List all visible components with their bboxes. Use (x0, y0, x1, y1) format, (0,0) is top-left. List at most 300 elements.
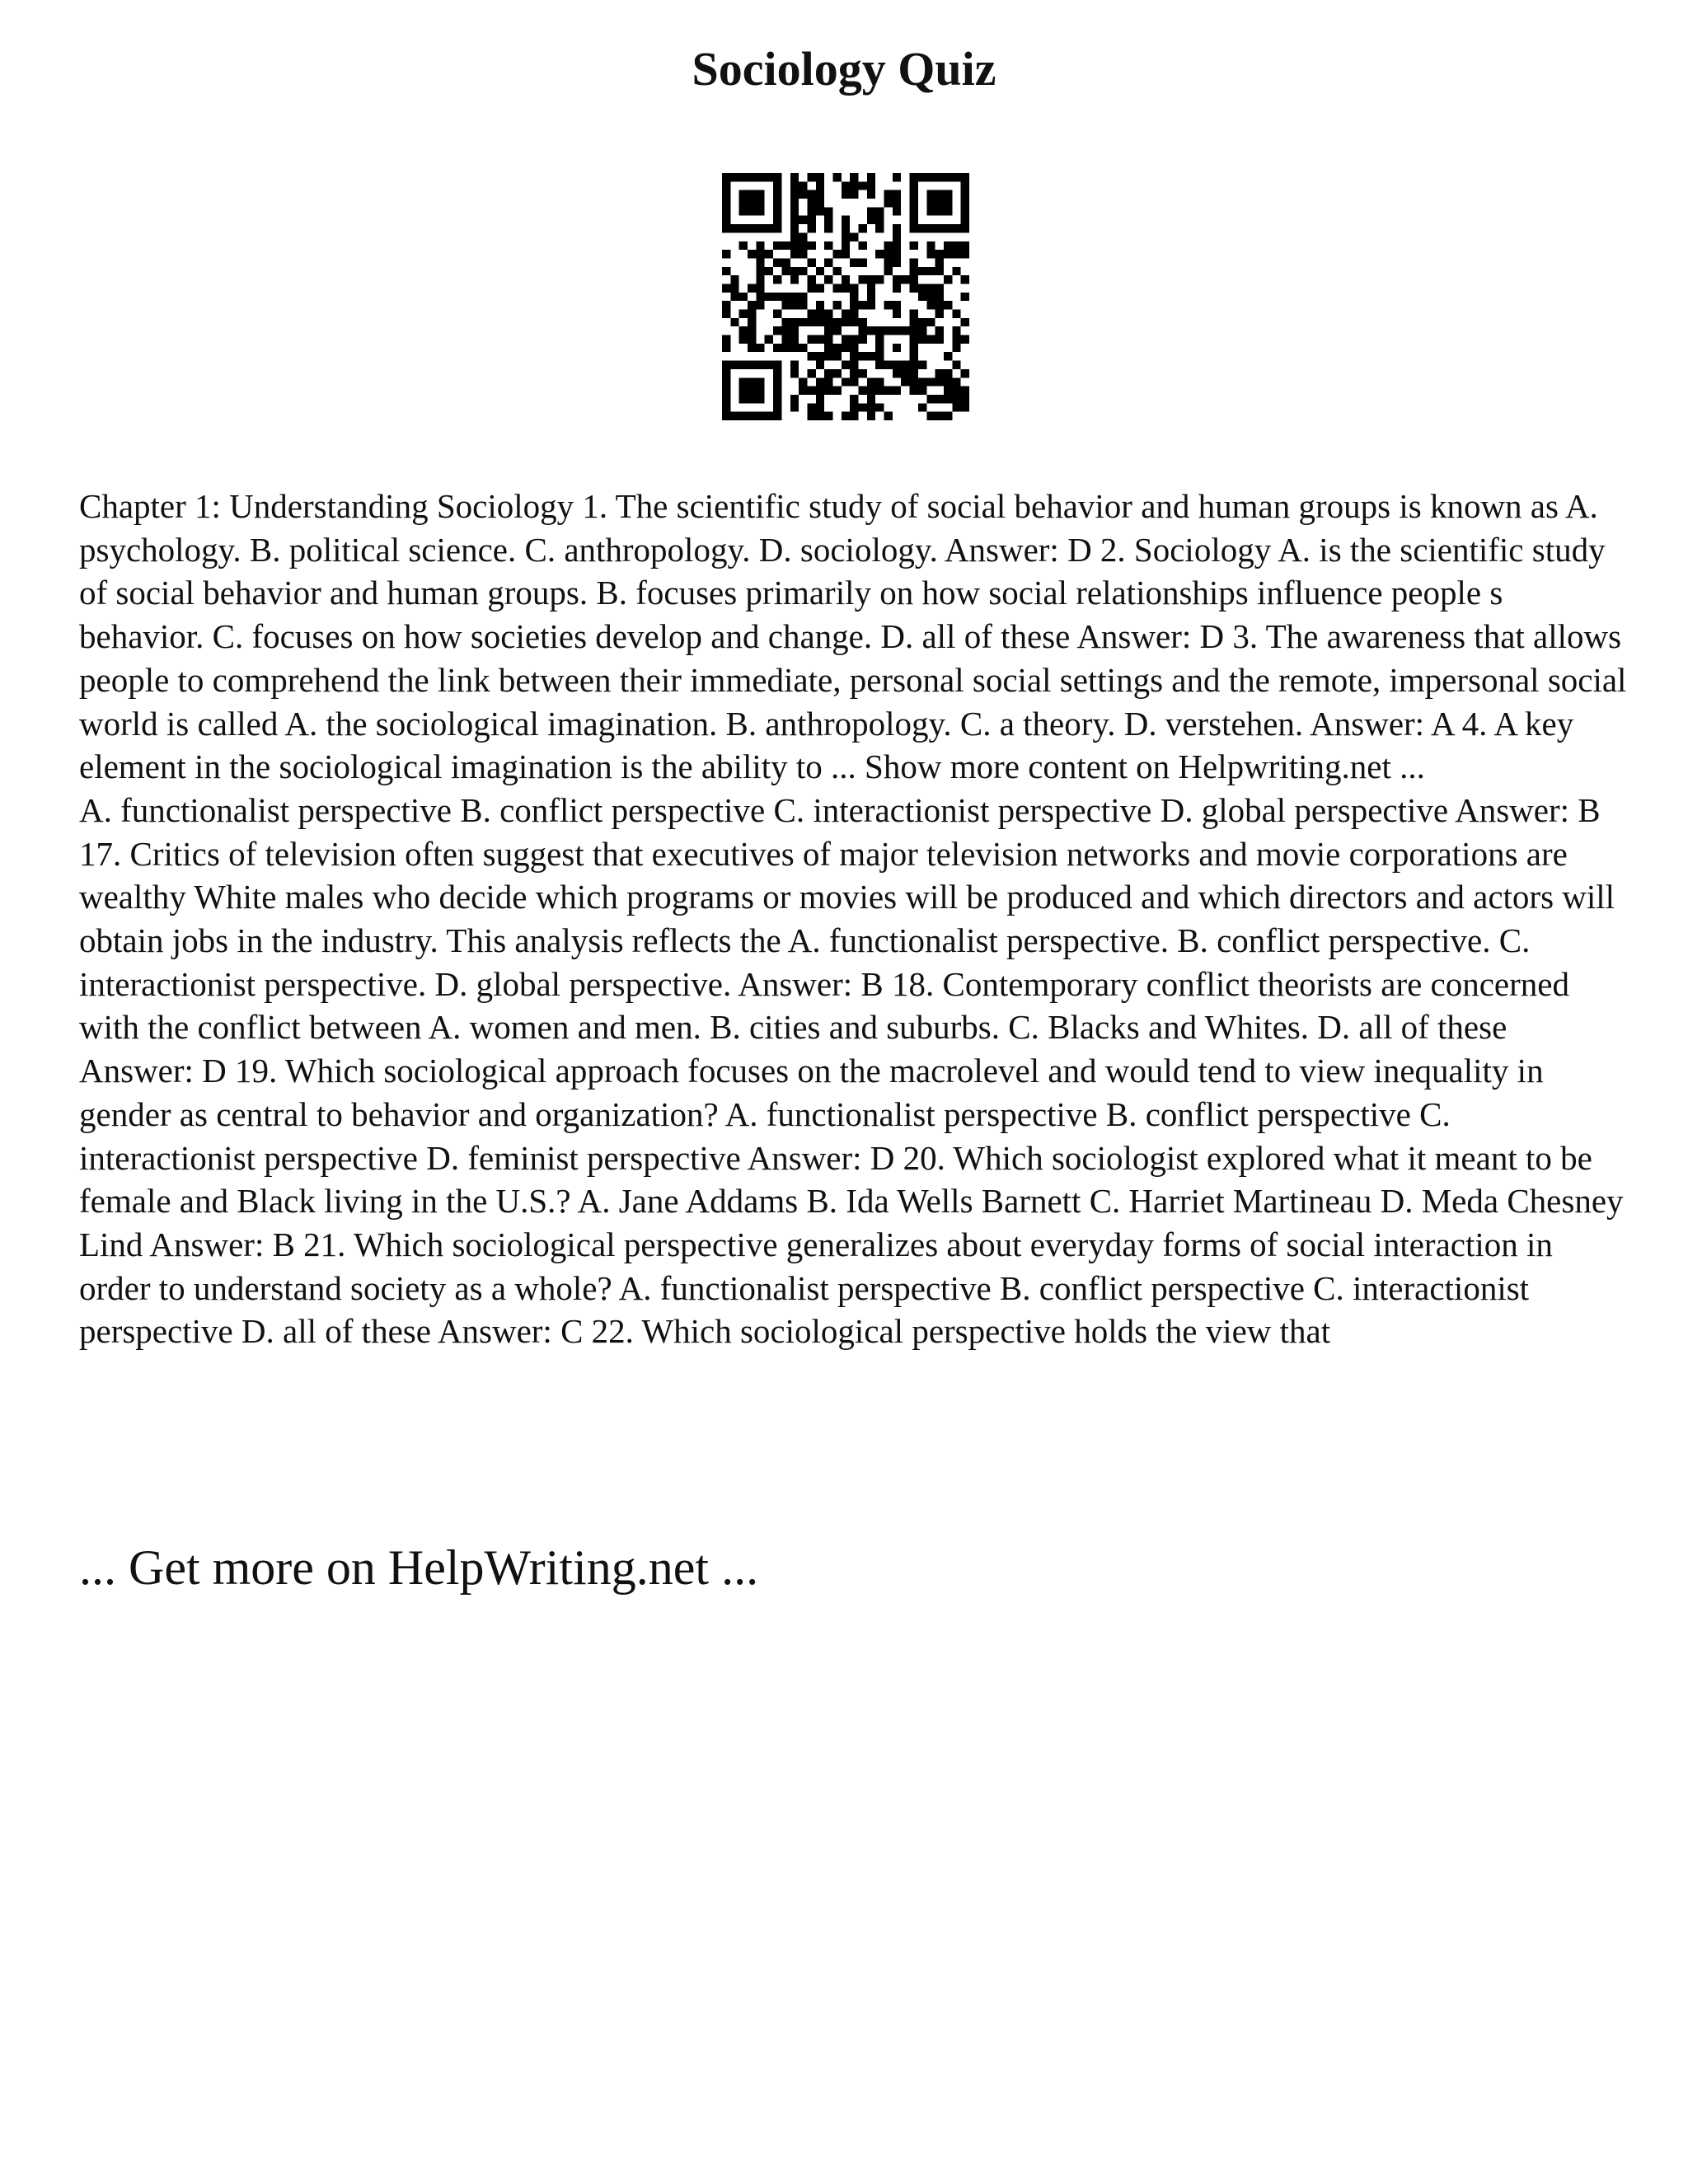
qr-module (842, 377, 850, 386)
qr-module (867, 395, 875, 403)
qr-module (807, 199, 815, 207)
qr-module (918, 387, 926, 395)
qr-module (935, 224, 944, 232)
qr-module (935, 207, 944, 215)
qr-module (832, 369, 841, 377)
qr-module (842, 275, 850, 284)
qr-module (790, 369, 799, 377)
qr-module (893, 250, 901, 258)
qr-module (739, 395, 748, 403)
qr-module (910, 310, 918, 318)
qr-module (859, 352, 867, 360)
qr-module (816, 267, 824, 275)
qr-module (807, 224, 815, 232)
qr-module (910, 335, 918, 344)
qr-module (944, 369, 952, 377)
qr-module (961, 395, 969, 403)
qr-module (910, 216, 918, 224)
qr-module (859, 258, 867, 266)
qr-module (773, 207, 781, 215)
qr-module (832, 387, 841, 395)
qr-module (944, 301, 952, 309)
qr-module (832, 352, 841, 360)
qr-module (722, 369, 730, 377)
qr-module (867, 216, 875, 224)
qr-module (867, 403, 875, 411)
qr-module (722, 301, 730, 309)
qr-module (893, 258, 901, 266)
qr-module (850, 293, 858, 301)
qr-module (799, 267, 807, 275)
qr-module (739, 377, 748, 386)
qr-module (961, 224, 969, 232)
qr-module (893, 369, 901, 377)
qr-module (730, 412, 738, 420)
qr-module (722, 310, 730, 318)
qr-module (952, 335, 960, 344)
qr-module (748, 395, 756, 403)
qr-module (739, 310, 748, 318)
qr-module (926, 224, 935, 232)
qr-module (807, 284, 815, 292)
qr-module (901, 377, 909, 386)
qr-module (961, 207, 969, 215)
qr-module (875, 250, 884, 258)
qr-module (765, 293, 773, 301)
qr-module (756, 207, 764, 215)
qr-module (824, 224, 832, 232)
qr-module (790, 267, 799, 275)
qr-module (842, 241, 850, 250)
qr-module (790, 199, 799, 207)
qr-module (790, 318, 799, 326)
qr-module (773, 173, 781, 181)
qr-module (867, 293, 875, 301)
qr-module (781, 326, 790, 335)
qr-module (926, 241, 935, 250)
qr-module (790, 344, 799, 352)
qr-module (832, 284, 841, 292)
qr-module (765, 250, 773, 258)
qr-module (773, 199, 781, 207)
qr-module (790, 275, 799, 284)
qr-module (756, 284, 764, 292)
qr-module (765, 224, 773, 232)
qr-module (773, 258, 781, 266)
qr-module (884, 361, 893, 369)
qr-module (884, 387, 893, 395)
qr-module (824, 216, 832, 224)
qr-module (790, 241, 799, 250)
qr-module (773, 377, 781, 386)
qr-module (961, 216, 969, 224)
qr-module (842, 361, 850, 369)
qr-module (910, 284, 918, 292)
qr-module (756, 275, 764, 284)
qr-module (875, 344, 884, 352)
qr-module (884, 190, 893, 199)
qr-module (730, 224, 738, 232)
qr-module (790, 181, 799, 190)
qr-module (867, 301, 875, 309)
qr-module (875, 275, 884, 284)
qr-module (756, 267, 764, 275)
qr-module (816, 190, 824, 199)
qr-module (926, 335, 935, 344)
qr-module (807, 369, 815, 377)
qr-module (867, 207, 875, 215)
qr-module (850, 284, 858, 292)
qr-module (799, 250, 807, 258)
qr-module (926, 412, 935, 420)
qr-module (807, 387, 815, 395)
qr-module (842, 310, 850, 318)
qr-module (961, 318, 969, 326)
qr-module (790, 207, 799, 215)
qr-module (765, 335, 773, 344)
qr-module (952, 377, 960, 386)
qr-module (756, 173, 764, 181)
qr-module (944, 412, 952, 420)
qr-module (816, 395, 824, 403)
qr-module (944, 190, 952, 199)
qr-module (722, 173, 730, 181)
qr-module (910, 326, 918, 335)
qr-module (952, 173, 960, 181)
qr-module (884, 258, 893, 266)
qr-module (756, 361, 764, 369)
paragraph-chapter-1: Chapter 1: Understanding Sociology 1. The scientific study of social behavior and human groups is known as A. psychology. B. political science. C. anthropology. D. sociology. Answer: D 2. Sociology A. is the scientific study of social behavior and human groups. B. focuses primarily on how social relationships influence people s behavior. C. focuses on how societies develop and change. D. all of these Answer: D 3. The awareness that allows people to comprehend the link between their immediate, personal social settings and the remote, impersonal social world is called A. the sociological imagination. B. anthropology. C. a theory. D. verstehen. Answer: A 4. A key element in the sociological imagination is the ability to ... Show more content on Helpwriting.net ... (79, 487, 1627, 786)
qr-module (756, 377, 764, 386)
qr-module (739, 224, 748, 232)
qr-module (850, 352, 858, 360)
qr-module (859, 326, 867, 335)
qr-module (748, 250, 756, 258)
qr-module (748, 387, 756, 395)
qr-module (730, 361, 738, 369)
qr-module (842, 216, 850, 224)
qr-module (756, 301, 764, 309)
qr-module (944, 352, 952, 360)
qr-module (722, 335, 730, 344)
qr-module (961, 241, 969, 250)
qr-module (859, 403, 867, 411)
qr-module (926, 301, 935, 309)
qr-module (773, 326, 781, 335)
qr-module (926, 207, 935, 215)
qr-module (910, 352, 918, 360)
qr-module (893, 232, 901, 241)
qr-module (730, 284, 738, 292)
qr-module (910, 173, 918, 181)
qr-module (722, 403, 730, 411)
qr-module (722, 344, 730, 352)
qr-module (859, 335, 867, 344)
qr-module (773, 310, 781, 318)
qr-module (935, 284, 944, 292)
qr-module (944, 395, 952, 403)
qr-module (935, 250, 944, 258)
qr-module (807, 173, 815, 181)
qr-module (842, 190, 850, 199)
qr-module (722, 284, 730, 292)
qr-module (893, 275, 901, 284)
qr-module (781, 258, 790, 266)
qr-module (859, 387, 867, 395)
qr-module (944, 199, 952, 207)
qr-module (875, 403, 884, 411)
qr-module (722, 181, 730, 190)
qr-module (944, 275, 952, 284)
qr-module (952, 241, 960, 250)
qr-module (807, 216, 815, 224)
qr-module (748, 199, 756, 207)
qr-module (901, 369, 909, 377)
qr-module (773, 387, 781, 395)
qr-module (816, 387, 824, 395)
qr-module (910, 361, 918, 369)
qr-module (935, 326, 944, 335)
qr-module (773, 369, 781, 377)
qr-module (850, 181, 858, 190)
qr-module (756, 258, 764, 266)
qr-module (773, 241, 781, 250)
qr-module (816, 301, 824, 309)
qr-module (893, 361, 901, 369)
qr-module (773, 224, 781, 232)
qr-module (799, 181, 807, 190)
qr-module (722, 190, 730, 199)
qr-module (816, 284, 824, 292)
qr-module (790, 190, 799, 199)
qr-module (952, 250, 960, 258)
qr-module (748, 326, 756, 335)
qr-module (875, 387, 884, 395)
qr-module (961, 199, 969, 207)
qr-module (781, 301, 790, 309)
qr-module (773, 395, 781, 403)
get-more-link[interactable]: ... Get more on HelpWriting.net ... (79, 1540, 759, 1595)
qr-module (875, 207, 884, 215)
qr-module (722, 199, 730, 207)
qr-module (807, 403, 815, 411)
qr-module (773, 412, 781, 420)
qr-module (893, 224, 901, 232)
qr-module (765, 173, 773, 181)
qr-module (799, 293, 807, 301)
qr-module (722, 250, 730, 258)
qr-module (756, 395, 764, 403)
qr-module (748, 377, 756, 386)
qr-module (850, 232, 858, 241)
qr-module (961, 181, 969, 190)
qr-module (816, 361, 824, 369)
qr-module (859, 241, 867, 250)
qr-module (893, 344, 901, 352)
qr-module (730, 275, 738, 284)
qr-code-icon[interactable] (722, 173, 969, 420)
qr-module (773, 216, 781, 224)
qr-module (935, 369, 944, 377)
qr-module (850, 361, 858, 369)
qr-module (816, 403, 824, 411)
qr-module (824, 241, 832, 250)
qr-module (748, 310, 756, 318)
qr-module (884, 326, 893, 335)
qr-module (722, 377, 730, 386)
qr-module (910, 224, 918, 232)
qr-module (918, 284, 926, 292)
qr-module (739, 199, 748, 207)
qr-module (875, 326, 884, 335)
qr-module (859, 275, 867, 284)
qr-module (816, 310, 824, 318)
qr-module (807, 352, 815, 360)
qr-module (790, 173, 799, 181)
qr-module (722, 216, 730, 224)
qr-module (875, 335, 884, 344)
qr-module (773, 275, 781, 284)
qr-module (910, 190, 918, 199)
qr-module (799, 387, 807, 395)
qr-module (944, 173, 952, 181)
qr-module (748, 344, 756, 352)
qr-module (961, 173, 969, 181)
qr-module (722, 207, 730, 215)
qr-module (816, 377, 824, 386)
qr-module (790, 232, 799, 241)
qr-module (875, 216, 884, 224)
qr-module (893, 190, 901, 199)
qr-module (918, 318, 926, 326)
qr-module (748, 224, 756, 232)
qr-module (816, 412, 824, 420)
qr-module (790, 293, 799, 301)
qr-module (859, 301, 867, 309)
qr-module (832, 318, 841, 326)
qr-module (781, 344, 790, 352)
qr-module (926, 293, 935, 301)
qr-module (918, 335, 926, 344)
qr-module (722, 387, 730, 395)
qr-module (790, 301, 799, 309)
qr-module (935, 412, 944, 420)
qr-module (944, 377, 952, 386)
qr-module (893, 199, 901, 207)
qr-module (910, 369, 918, 377)
qr-module (850, 335, 858, 344)
qr-module (824, 377, 832, 386)
qr-module (910, 181, 918, 190)
qr-module (918, 326, 926, 335)
qr-module (807, 318, 815, 326)
qr-module (910, 377, 918, 386)
qr-module (910, 344, 918, 352)
qr-module (926, 190, 935, 199)
qr-module (952, 403, 960, 411)
qr-module (739, 326, 748, 335)
qr-module (910, 241, 918, 250)
qr-module (884, 241, 893, 250)
qr-module (859, 224, 867, 232)
qr-module (816, 352, 824, 360)
qr-module (832, 173, 841, 181)
qr-module (910, 207, 918, 215)
qr-module (893, 173, 901, 181)
qr-module (952, 326, 960, 335)
qr-module (799, 241, 807, 250)
qr-module (850, 344, 858, 352)
qr-module (850, 310, 858, 318)
qr-module (884, 412, 893, 420)
qr-module (842, 232, 850, 241)
qr-module (867, 190, 875, 199)
qr-module (748, 361, 756, 369)
qr-module (961, 190, 969, 199)
qr-module (867, 326, 875, 335)
qr-module (859, 181, 867, 190)
qr-module (756, 344, 764, 352)
qr-module (867, 352, 875, 360)
qr-module (850, 258, 858, 266)
qr-module (867, 284, 875, 292)
qr-module (773, 344, 781, 352)
qr-module (799, 190, 807, 199)
qr-module (961, 369, 969, 377)
qr-module (824, 310, 832, 318)
qr-module (961, 250, 969, 258)
qr-module (842, 224, 850, 232)
qr-module (773, 190, 781, 199)
qr-module (867, 377, 875, 386)
qr-module (773, 181, 781, 190)
qr-module (910, 199, 918, 207)
qr-module (739, 361, 748, 369)
qr-module (765, 361, 773, 369)
qr-module (799, 216, 807, 224)
qr-module (756, 199, 764, 207)
qr-module (730, 318, 738, 326)
qr-module (824, 335, 832, 344)
qr-module (790, 403, 799, 411)
qr-module (824, 318, 832, 326)
qr-module (781, 241, 790, 250)
qr-module (832, 267, 841, 275)
qr-module (756, 293, 764, 301)
qr-module (824, 344, 832, 352)
qr-module (850, 412, 858, 420)
qr-module (893, 310, 901, 318)
qr-module (952, 395, 960, 403)
qr-module (807, 275, 815, 284)
qr-module (850, 403, 858, 411)
qr-module (867, 275, 875, 284)
qr-module (722, 267, 730, 275)
qr-module (935, 190, 944, 199)
qr-module (893, 301, 901, 309)
qr-module (910, 387, 918, 395)
qr-module (918, 224, 926, 232)
qr-module (816, 335, 824, 344)
qr-module (926, 267, 935, 275)
qr-module (807, 412, 815, 420)
qr-module (952, 310, 960, 318)
qr-module (944, 387, 952, 395)
qr-module (952, 361, 960, 369)
qr-module (961, 335, 969, 344)
qr-module (952, 344, 960, 352)
page-title: Sociology Quiz (692, 42, 996, 96)
